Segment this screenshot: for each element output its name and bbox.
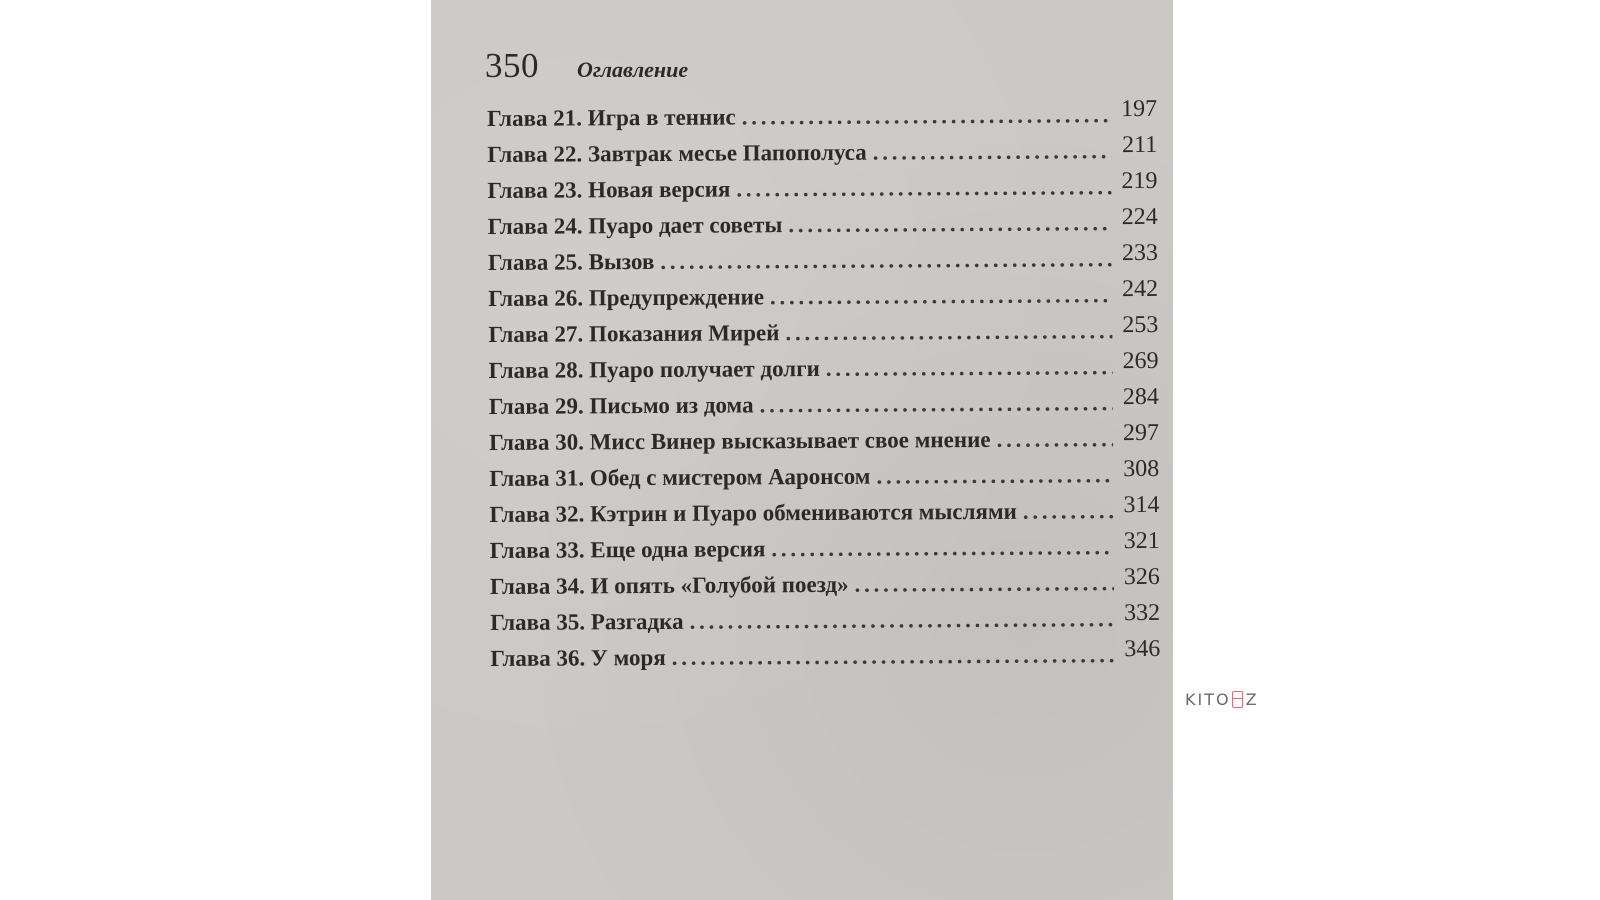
toc-entry	[488, 419, 1160, 466]
book-icon	[1232, 691, 1243, 708]
toc-entry	[487, 239, 1158, 286]
toc-entry-page: 326	[1123, 563, 1160, 591]
toc-entry-title: Глава 36. У моря	[490, 644, 666, 671]
toc-entry-title: Глава 32. Кэтрин и Пуаро обмениваются мыслями	[489, 498, 1017, 527]
dot-leader	[736, 174, 1111, 202]
toc-entry-page: 308	[1123, 455, 1160, 483]
watermark-prefix: KITO	[1185, 690, 1231, 709]
toc-entry	[488, 383, 1159, 430]
toc-entry-title: Глава 29. Письмо из дома	[488, 392, 754, 419]
dot-leader	[1023, 498, 1114, 525]
dot-leader	[788, 210, 1111, 238]
toc-entry	[487, 95, 1158, 142]
dot-leader	[855, 570, 1114, 598]
toc-entry-title: Глава 21. Игра в теннис	[487, 104, 736, 131]
toc-entry	[487, 131, 1158, 178]
toc-entry-page: 224	[1121, 203, 1158, 231]
toc-entry	[489, 491, 1160, 538]
toc-entry-title: Глава 28. Пуаро получает долги	[488, 355, 820, 383]
dot-leader	[759, 390, 1112, 418]
book-page	[431, 0, 1173, 900]
toc-entry-page: 242	[1122, 275, 1159, 303]
toc-entry-page: 219	[1121, 167, 1158, 195]
dot-leader	[785, 318, 1112, 346]
dot-leader	[873, 138, 1112, 165]
dot-leader	[770, 282, 1112, 310]
page-number: 350	[485, 46, 539, 85]
toc-entry-page: 253	[1122, 311, 1159, 339]
toc-entry	[490, 635, 1161, 682]
toc-entry	[490, 599, 1161, 646]
page-header	[485, 46, 688, 86]
toc-entry-title: Глава 27. Показания Мирей	[488, 320, 780, 347]
toc-entry-title: Глава 31. Обед с мистером Ааронсом	[489, 463, 871, 491]
toc-entry-title: Глава 30. Мисс Винер высказывает свое мнение	[488, 426, 991, 455]
toc-entry-page: 284	[1122, 383, 1159, 411]
toc-entry	[488, 347, 1159, 394]
toc-entry-title: Глава 35. Разгадка	[490, 608, 684, 635]
toc-entry	[489, 455, 1160, 502]
toc-entry	[488, 311, 1159, 358]
toc-entry-page: 346	[1124, 635, 1161, 663]
dot-leader	[660, 246, 1112, 275]
toc-entry-page: 332	[1124, 599, 1161, 627]
toc-entry	[489, 527, 1160, 574]
dot-leader	[876, 462, 1113, 489]
toc-entry-page: 211	[1122, 131, 1158, 159]
dot-leader	[996, 426, 1113, 453]
toc-entry-title: Глава 25. Вызов	[487, 248, 655, 275]
toc-entry-page: 321	[1123, 527, 1160, 555]
toc-entry-title: Глава 33. Еще одна версия	[489, 536, 766, 563]
toc-entry-title: Глава 23. Новая версия	[487, 176, 731, 203]
dot-leader	[672, 642, 1115, 671]
dot-leader	[742, 102, 1112, 130]
toc-entry-page: 233	[1121, 239, 1158, 267]
toc-entry-title: Глава 22. Завтрак месье Папополуса	[487, 139, 867, 167]
toc-entry	[487, 167, 1158, 214]
watermark-logo	[1185, 690, 1259, 709]
page-title: Оглавление	[577, 57, 689, 82]
toc-entry-page: 297	[1122, 419, 1160, 447]
watermark-suffix: Z	[1245, 690, 1259, 709]
toc-entry	[489, 563, 1160, 610]
dot-leader	[826, 354, 1113, 382]
toc-entry-title: Глава 24. Пуаро дает советы	[487, 212, 783, 239]
toc-entry	[488, 275, 1159, 322]
dot-leader	[689, 606, 1114, 635]
toc-entry-title: Глава 34. И опять «Голубой поезд»	[489, 571, 849, 599]
table-of-contents	[487, 95, 1161, 682]
toc-entry-page: 269	[1122, 347, 1159, 375]
toc-entry	[487, 203, 1158, 250]
dot-leader	[771, 534, 1114, 562]
toc-entry-title: Глава 26. Предупреждение	[488, 284, 765, 311]
toc-entry-page: 314	[1123, 491, 1160, 519]
toc-entry-page: 197	[1120, 95, 1158, 123]
